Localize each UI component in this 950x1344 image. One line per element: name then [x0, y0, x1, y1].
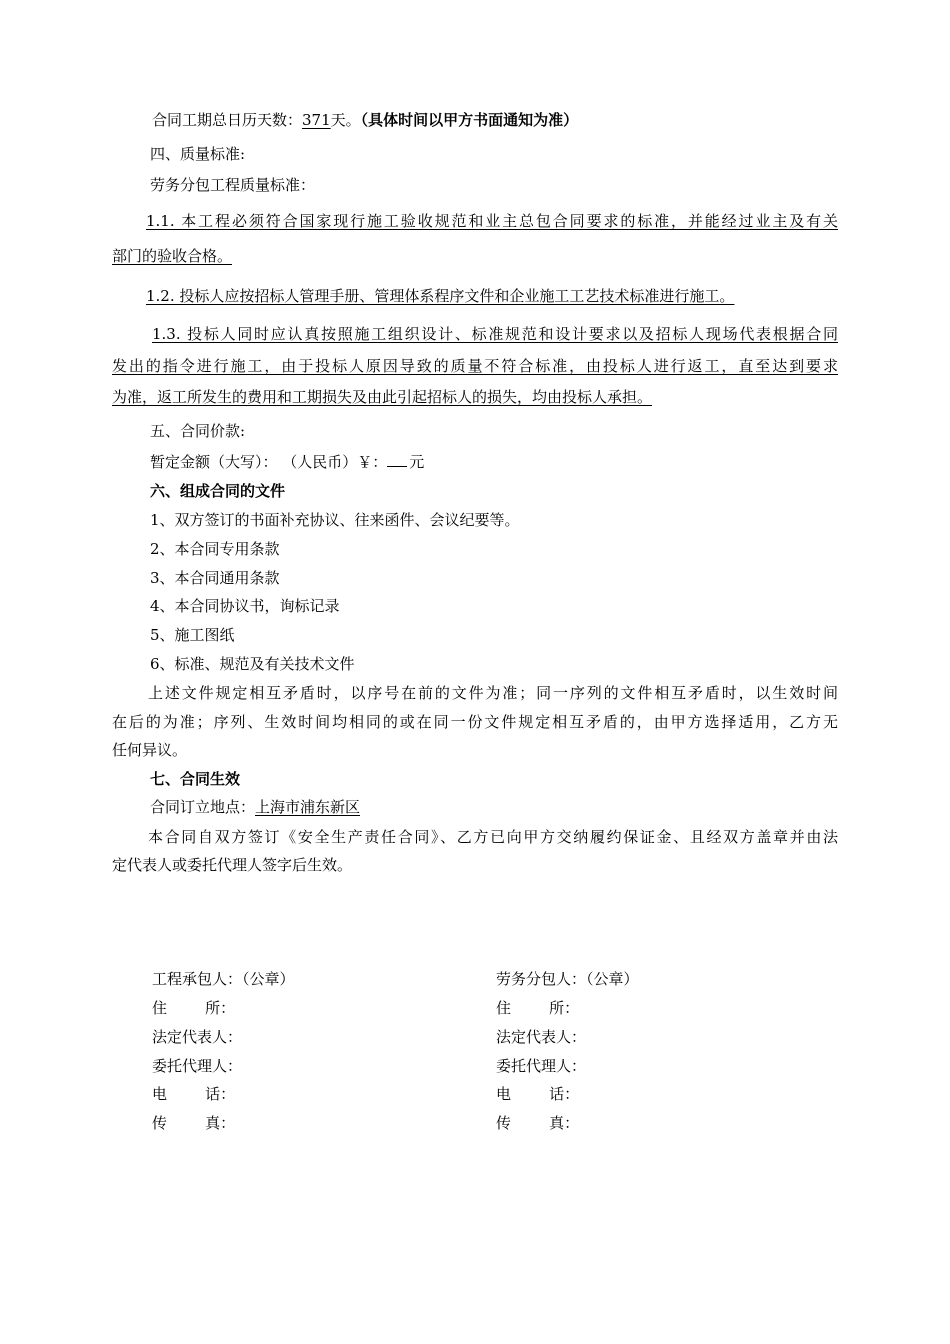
left-agent-label: 委托代理人：: [152, 1057, 243, 1075]
left-address-label: 住 所：: [152, 999, 236, 1017]
left-fax-label: 传 真：: [152, 1114, 236, 1132]
duration-note: （具体时间以甲方书面通知为准）: [360, 111, 579, 129]
place-line: [150, 797, 360, 817]
documents-para-line-2: 在后的为准；序列、生效时间均相同的或在同一份文件规定相互矛盾的，由甲方选择适用，乙方无: [112, 713, 838, 731]
right-agent-label: 委托代理人：: [496, 1057, 587, 1075]
place-value: 上海市浦东新区: [255, 798, 361, 816]
documents-item-6: 6、标准、规范及有关技术文件: [150, 655, 355, 673]
quality-item-3-line-1: 1.3. 投标人同时应认真按照施工组织设计、标准规范和设计要求以及招标人现场代表根据合同: [152, 325, 838, 343]
right-legal-rep-label: 法定代表人：: [496, 1028, 587, 1046]
documents-item-3: 3、本合同通用条款: [150, 569, 280, 587]
quality-intro: 劳务分包工程质量标准：: [150, 176, 316, 194]
right-party-title: 劳务分包人：（公章）: [496, 970, 639, 988]
quality-item-1-line-1: 1.1. 本工程必须符合国家现行施工验收规范和业主总包合同要求的标准，并能经过业主及有关: [146, 212, 838, 230]
duration-days: 371: [302, 111, 331, 129]
quality-item-3-line-3: 为准，返工所发生的费用和工期损失及由此引起招标人的损失，均由投标人承担。: [112, 388, 653, 406]
documents-para-line-1: 上述文件规定相互矛盾时，以序号在前的文件为准；同一序列的文件相互矛盾时，以生效时间: [148, 684, 838, 702]
quality-item-3-line-2: 发出的指令进行施工，由于投标人原因导致的质量不符合标准，由投标人进行返工，直至达到要求: [112, 357, 838, 375]
price-unit: 元: [409, 453, 425, 471]
right-address-label: 住 所：: [496, 999, 580, 1017]
left-legal-rep-label: 法定代表人：: [152, 1028, 243, 1046]
effect-heading: 七、合同生效: [150, 770, 241, 788]
contract-duration-line: [152, 110, 578, 130]
quality-item-1-line-2: 部门的验收合格。: [112, 247, 233, 265]
documents-item-5: 5、施工图纸: [150, 626, 235, 644]
price-prefix: 暂定金额（大写）： （人民币）￥：: [150, 453, 388, 471]
quality-heading: 四、质量标准:: [150, 145, 246, 163]
price-blank: [387, 452, 407, 467]
left-party-title: 工程承包人：（公章）: [152, 970, 295, 988]
left-phone-label: 电 话：: [152, 1085, 236, 1103]
documents-item-2: 2、本合同专用条款: [150, 540, 280, 558]
place-label: 合同订立地点：: [150, 798, 256, 816]
documents-item-4: 4、本合同协议书，询标记录: [150, 597, 340, 615]
right-fax-label: 传 真：: [496, 1114, 580, 1132]
documents-heading: 六、组成合同的文件: [150, 482, 286, 500]
duration-unit: 天。: [330, 111, 361, 129]
documents-item-1: 1、双方签订的书面补充协议、往来函件、会议纪要等。: [150, 511, 520, 529]
price-line: [150, 452, 424, 472]
quality-item-2: 1.2. 投标人应按招标人管理手册、管理体系程序文件和企业施工工艺技术标准进行施工。: [146, 287, 735, 305]
duration-prefix: 合同工期总日历天数：: [152, 111, 303, 129]
right-phone-label: 电 话：: [496, 1085, 580, 1103]
price-heading: 五、合同价款:: [150, 422, 246, 440]
effect-para-line-1: 本合同自双方签订《安全生产责任合同》、乙方已向甲方交纳履约保证金、且经双方盖章并由法: [148, 828, 838, 846]
documents-para-line-3: 任何异议。: [112, 741, 188, 759]
effect-para-line-2: 定代表人或委托代理人签字后生效。: [112, 856, 353, 874]
